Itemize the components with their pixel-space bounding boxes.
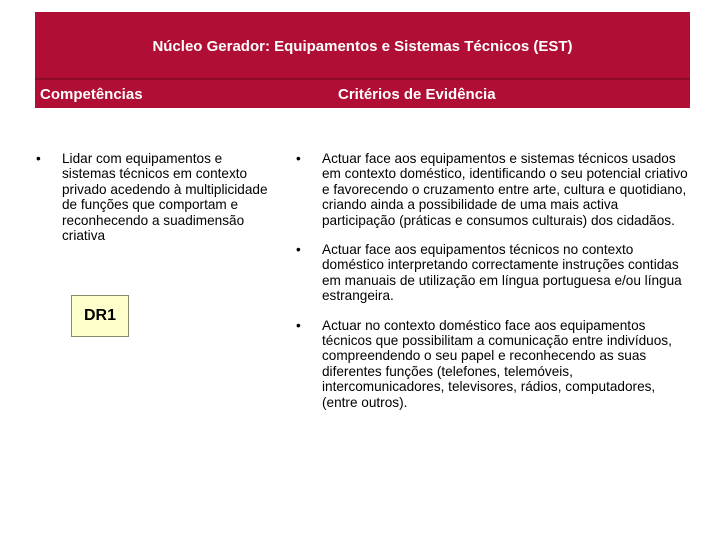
criterio-text: Actuar face aos equipamentos técnicos no contexto doméstico interpretando correctamente instruções contidas em manuais de utilização em língua portuguesa e/ou língua estrangeira. xyxy=(322,242,682,304)
bullet-icon: • xyxy=(36,151,41,166)
list-item xyxy=(296,151,690,228)
bullet-icon: • xyxy=(296,317,301,333)
bullet-icon: • xyxy=(296,242,301,258)
competencias-heading: Competências xyxy=(40,86,143,103)
competencias-list xyxy=(36,151,276,243)
page-title: Núcleo Gerador: Equipamentos e Sistemas Técnicos (EST) xyxy=(152,38,573,55)
list-item xyxy=(296,242,690,304)
list-item xyxy=(296,318,690,410)
criterio-text: Actuar face aos equipamentos e sistemas técnicos usados em contexto doméstico, identificando o seu potencial criativo e favorecendo o cruzamento entre arte, cultura e quotidiano, criando ainda a possibilidade de uma mais activa participação (práticas e consumos culturais) dos cidadãos. xyxy=(322,151,688,228)
header-divider xyxy=(35,78,690,80)
criterio-text: Actuar no contexto doméstico face aos equipamentos técnicos que possibilitam a comunicação entre indivíduos, compreendendo o seu papel e reconhecendo as suas diferentes funções (telefones, telemóveis, intercomunicadores, televisores, rádios, computadores, (entre outros). xyxy=(322,317,672,410)
competencia-text: Lidar com equipamentos e sistemas técnicos em contexto privado acedendo à multiplicidade de funções que comportam e reconhecendo a suadimensão criativa xyxy=(62,151,268,244)
criterios-heading: Critérios de Evidência xyxy=(338,86,496,103)
list-item xyxy=(36,151,276,243)
dr1-badge: DR1 xyxy=(71,295,129,337)
criterios-list xyxy=(296,151,690,424)
bullet-icon: • xyxy=(296,151,301,166)
